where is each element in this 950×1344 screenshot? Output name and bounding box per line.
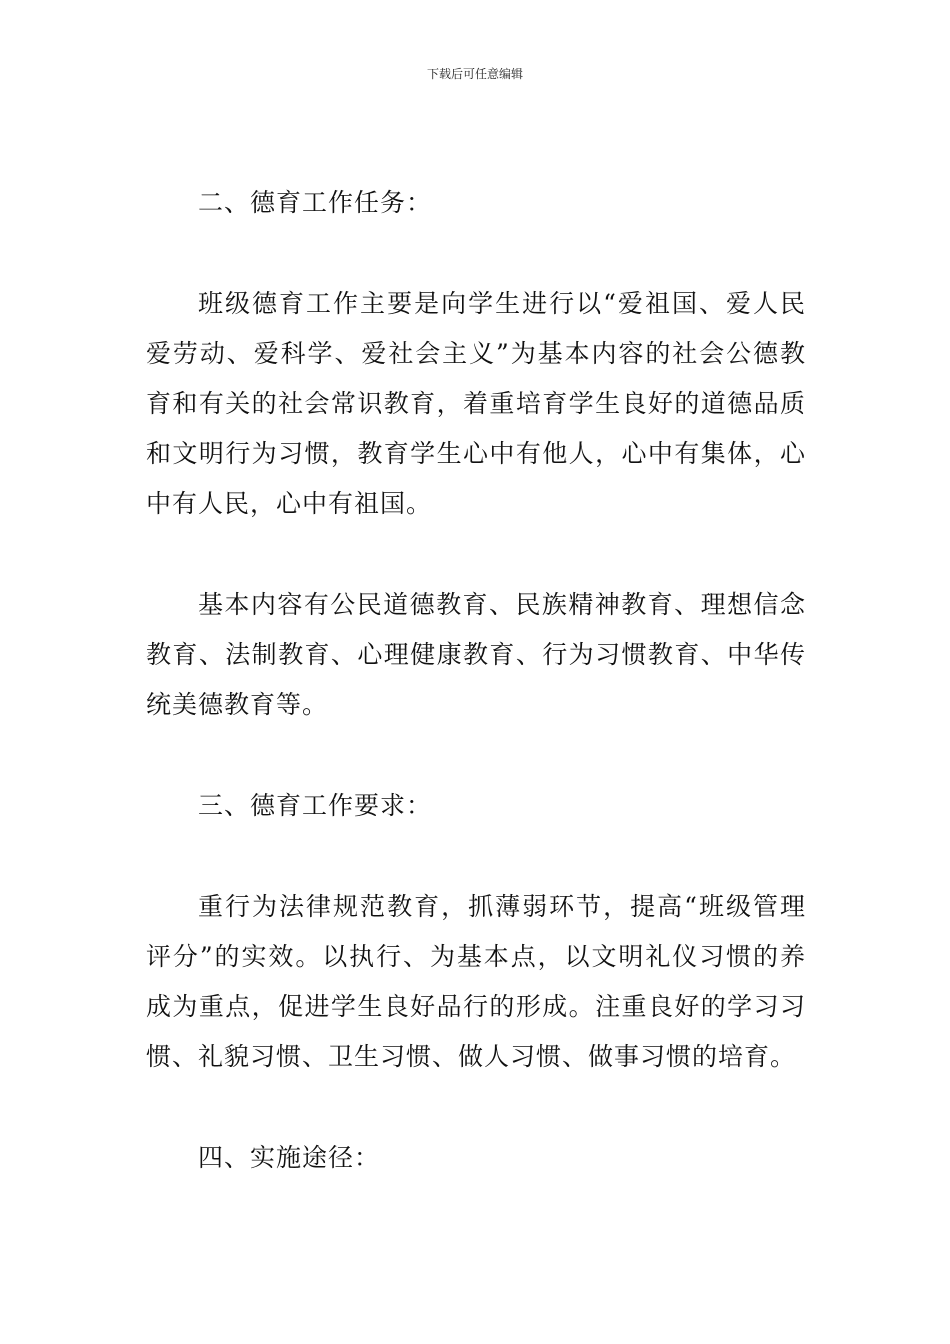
section-heading-tasks: 二、德育工作任务：: [198, 188, 433, 217]
document-body: [146, 178, 806, 1234]
paragraph-tasks-content: 基本内容有公民道德教育、民族精神教育、理想信念教育、法制教育、心理健康教育、行为习惯教育、中华传统美德教育等。: [146, 590, 806, 719]
section-heading-implementation: 四、实施途径：: [198, 1143, 381, 1172]
section-heading-requirements: 三、德育工作要求：: [198, 791, 433, 820]
page-header: 下载后可任意编辑: [426, 67, 523, 81]
paragraph-tasks-main: 班级德育工作主要是向学生进行以“爱祖国、爱人民爱劳动、爱科学、爱社会主义”为基本内容的社会公德教育和有关的社会常识教育，着重培育学生良好的道德品质和文明行为习惯，教育学生心中有他人，心中有集体，心中有人民，心中有祖国。: [146, 289, 806, 518]
paragraph-requirements: 重行为法律规范教育，抓薄弱环节，提高“班级管理评分”的实效。以执行、为基本点，以文明礼仪习惯的养成为重点，促进学生良好品行的形成。注重良好的学习习惯、礼貌习惯、卫生习惯、做人习惯、做事习惯的培育。: [146, 892, 806, 1071]
